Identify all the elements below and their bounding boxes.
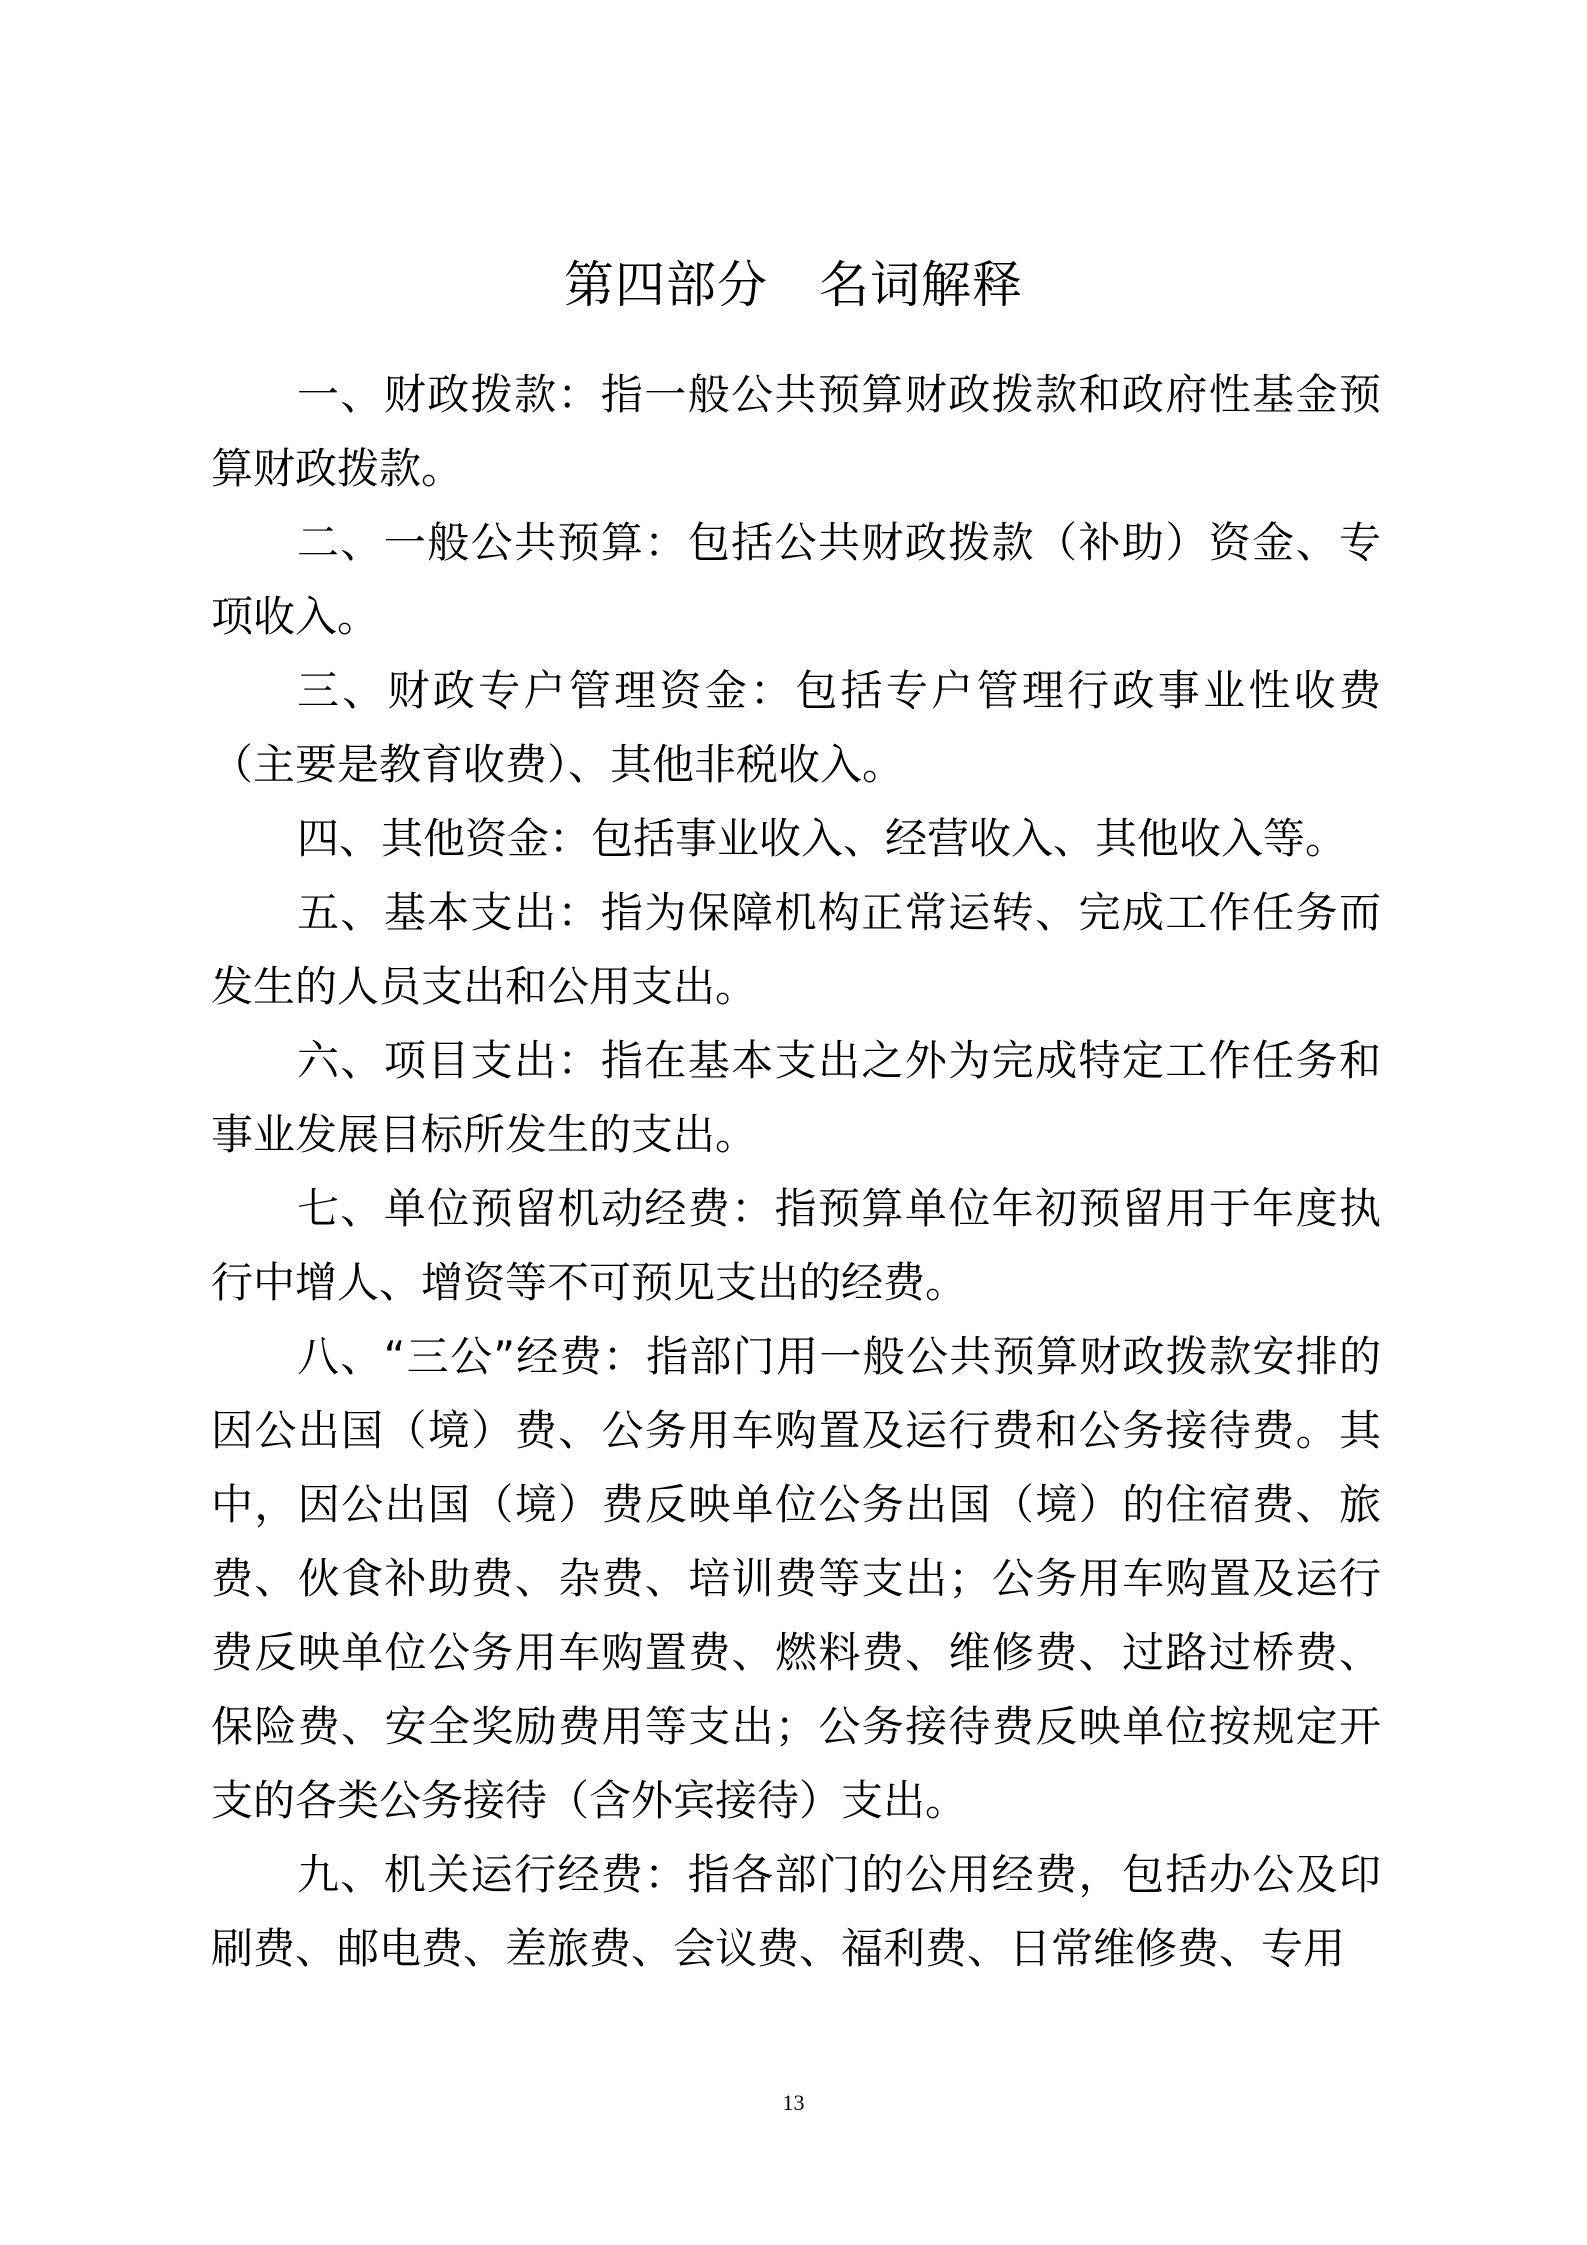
definition-paragraph: 四、其他资金：包括事业收入、经营收入、其他收入等。 (297, 814, 1348, 863)
definition-paragraph: 五、基本支出：指为保障机构正常运转、完成工作任务而发生的人员支出和公用支出。 (211, 888, 1381, 1011)
definition-paragraph: 六、项目支出：指在基本支出之外为完成特定工作任务和事业发展目标所发生的支出。 (211, 1036, 1381, 1159)
definition-paragraph: 二、一般公共预算：包括公共财政拨款（补助）资金、专项收入。 (211, 518, 1381, 641)
definition-paragraph: 一、财政拨款：指一般公共预算财政拨款和政府性基金预算财政拨款。 (211, 370, 1381, 493)
section-title: 第四部分 名词解释 (564, 256, 1023, 314)
document-body (211, 358, 1381, 1986)
definition-paragraph: 八、“三公”经费：指部门用一般公共预算财政拨款安排的因公出国（境）费、公务用车购置及运行费和公务接待费。其中，因公出国（境）费反映单位公务出国（境）的住宿费、旅费、伙食补助费、杂费、培训费等支出；公务用车购置及运行费反映单位公务用车购置费、燃料费、维修费、过路过桥费、保险费、安全奖励费用等支出；公务接待费反映单位按规定开支的各类公务接待（含外宾接待）支出。 (211, 1332, 1381, 1825)
definition-paragraph: 三、财政专户管理资金：包括专户管理行政事业性收费（主要是教育收费）、其他非税收入。 (211, 666, 1381, 789)
definition-paragraph: 九、机关运行经费：指各部门的公用经费，包括办公及印刷费、邮电费、差旅费、会议费、福利费、日常维修费、专用 (211, 1850, 1381, 1973)
definition-paragraph: 七、单位预留机动经费：指预算单位年初预留用于年度执行中增人、增资等不可预见支出的经费。 (211, 1184, 1381, 1307)
page-number: 13 (782, 2090, 805, 2115)
